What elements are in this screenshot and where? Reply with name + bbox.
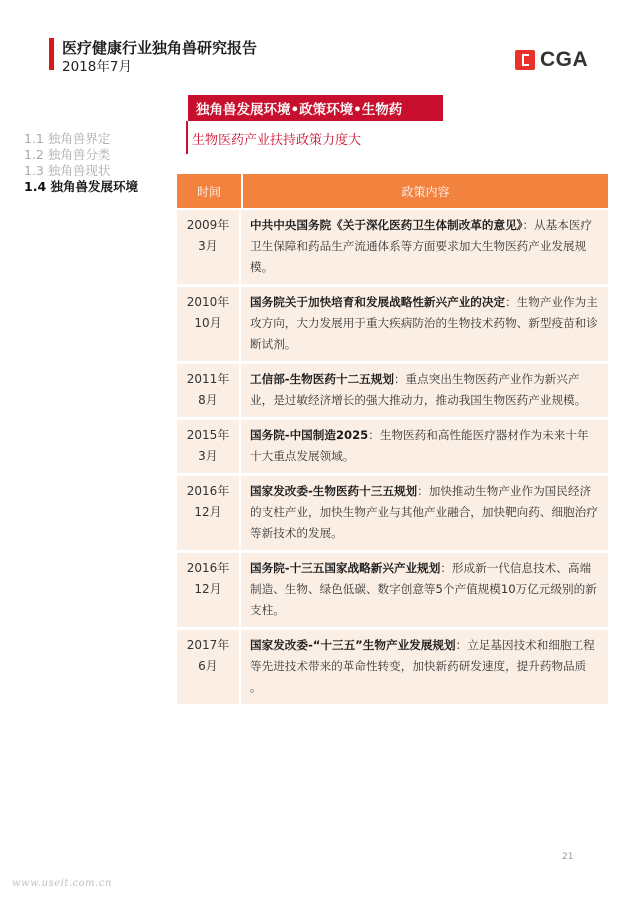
nav-item-1-4-active[interactable]: 1.4 独角兽发展环境	[24, 179, 138, 194]
section-nav	[24, 131, 138, 195]
row-month: 6月	[198, 659, 218, 673]
row-date	[177, 553, 241, 627]
row-content	[241, 476, 608, 550]
policy-text: ：加快推动生物产业作为国民经济的支柱产业，加快生物产业与其他产业融合，加快靶向药、细胞治疗等新技术的发展。	[250, 484, 598, 540]
table-row	[177, 364, 608, 417]
table-row	[177, 420, 608, 473]
header-time: 时间	[177, 174, 243, 208]
row-year: 2017年	[186, 638, 230, 652]
row-month: 10月	[194, 316, 222, 330]
row-year: 2015年	[186, 428, 230, 442]
policy-name: 国务院-中国制造2025	[250, 428, 369, 442]
row-month: 12月	[194, 582, 222, 596]
row-content	[241, 210, 608, 284]
policy-text: ：生物产业作为主攻方向，大力发展用于重大疾病防治的生物技术药物、新型疫苗和诊断试剂。	[250, 295, 598, 351]
report-date: 2018年7月	[62, 59, 132, 75]
policy-name: 国家发改委-“十三五”生物产业发展规划	[250, 638, 456, 652]
row-date	[177, 420, 241, 473]
report-title: 医疗健康行业独角兽研究报告	[62, 39, 258, 57]
table-row	[177, 630, 608, 704]
policy-text: ：从基本医疗卫生保障和药品生产流通体系等方面要求加大生物医药产业发展规模。	[250, 218, 593, 274]
nav-item-1-3[interactable]: 1.3 独角兽现状	[24, 163, 111, 178]
logo-text: CGA	[540, 48, 589, 71]
row-date	[177, 364, 241, 417]
row-month: 3月	[198, 239, 218, 253]
row-date	[177, 476, 241, 550]
title-accent-bar	[49, 38, 54, 70]
table-row	[177, 287, 608, 361]
row-content	[241, 287, 608, 361]
row-date	[177, 210, 241, 284]
nav-item-1-2[interactable]: 1.2 独角兽分类	[24, 147, 111, 162]
cga-logo	[514, 47, 598, 73]
policy-name: 中共中央国务院《关于深化医药卫生体制改革的意见》	[250, 218, 523, 232]
policy-text: ：形成新一代信息技术、高端制造、生物、绿色低碳、数字创意等5个产值规模10万亿元级别的新支柱。	[250, 561, 597, 617]
row-month: 12月	[194, 505, 222, 519]
row-content	[241, 364, 608, 417]
row-year: 2016年	[186, 484, 230, 498]
row-year: 2010年	[186, 295, 230, 309]
row-content	[241, 553, 608, 627]
table-row	[177, 553, 608, 627]
policy-text: ：重点突出生物医药产业作为新兴产业，是过敏经济增长的强大推动力，推动我国生物医药产业规模。	[250, 372, 587, 407]
policy-name: 工信部-生物医药十二五规划	[250, 372, 394, 386]
table-row	[177, 210, 608, 284]
row-date	[177, 287, 241, 361]
policy-text: ：立足基因技术和细胞工程等先进技术带来的革命性转变，加快新药研发速度，提升药物品质 。	[250, 638, 595, 694]
policy-table	[177, 174, 608, 707]
row-month: 3月	[198, 449, 218, 463]
subtitle-divider	[186, 121, 188, 154]
cga-logo-icon	[514, 49, 536, 71]
row-content	[241, 630, 608, 704]
policy-name: 国家发改委-生物医药十三五规划	[250, 484, 418, 498]
nav-item-1-1[interactable]: 1.1 独角兽界定	[24, 131, 111, 146]
row-date	[177, 630, 241, 704]
row-content	[241, 420, 608, 473]
table-header	[177, 174, 608, 208]
row-year: 2016年	[186, 561, 230, 575]
policy-text: ：生物医药和高性能医疗器材作为未来十年十大重点发展领域。	[250, 428, 589, 463]
header-policy: 政策内容	[401, 184, 450, 199]
policy-name: 国务院-十三五国家战略新兴产业规划	[250, 561, 441, 575]
footer-watermark: www.useit.com.cn	[12, 878, 112, 889]
row-year: 2009年	[186, 218, 230, 232]
section-subtitle: 生物医药产业扶持政策力度大	[192, 133, 362, 148]
row-year: 2011年	[186, 372, 230, 386]
section-banner: 独角兽发展环境•政策环境•生物药	[188, 95, 443, 121]
policy-name: 国务院关于加快培育和发展战略性新兴产业的决定	[250, 295, 506, 309]
row-month: 8月	[198, 393, 218, 407]
table-row	[177, 476, 608, 550]
page-number: 21	[562, 852, 574, 862]
